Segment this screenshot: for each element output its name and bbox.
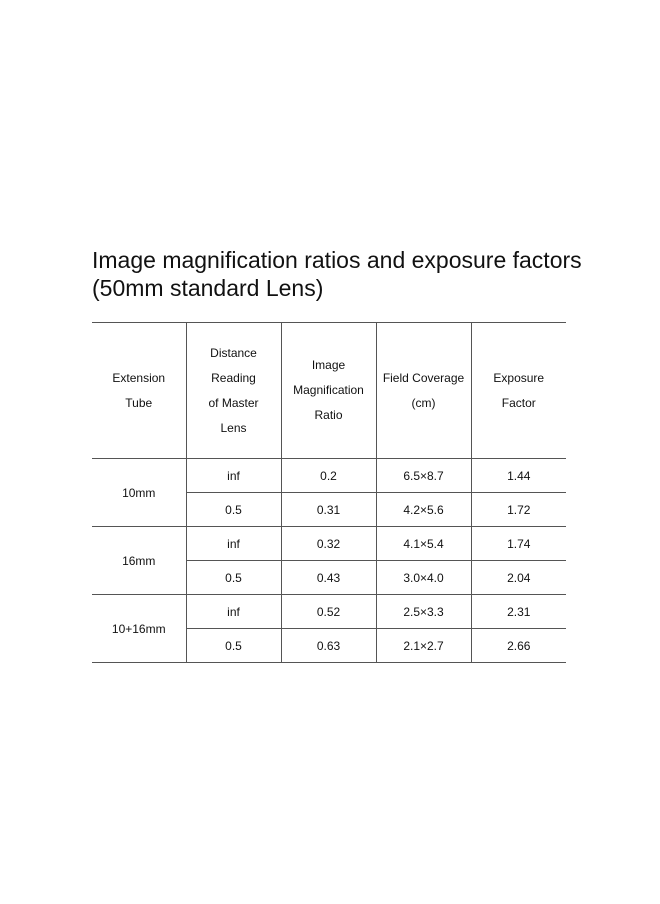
field-coverage-cell: 4.2×5.6	[376, 493, 471, 527]
magnification-cell: 0.31	[281, 493, 376, 527]
magnification-cell: 0.52	[281, 595, 376, 629]
title-line-2: (50mm standard Lens)	[92, 275, 324, 301]
magnification-cell: 0.63	[281, 629, 376, 663]
header-exposure-factor: Exposure Factor	[471, 323, 566, 459]
exposure-cell: 2.66	[471, 629, 566, 663]
table-header-row	[92, 323, 566, 459]
exposure-cell: 2.04	[471, 561, 566, 595]
distance-cell: inf	[186, 459, 281, 493]
magnification-table	[92, 322, 566, 663]
table-row	[92, 459, 566, 493]
magnification-cell: 0.43	[281, 561, 376, 595]
tube-cell: 16mm	[122, 553, 156, 568]
magnification-cell: 0.2	[281, 459, 376, 493]
exposure-cell: 2.31	[471, 595, 566, 629]
tube-cell: 10+16mm	[111, 621, 166, 636]
distance-cell: 0.5	[186, 561, 281, 595]
distance-cell: 0.5	[186, 629, 281, 663]
title-line-1: Image magnification ratios and exposure factors	[92, 247, 582, 273]
header-magnification-ratio: Image Magnification Ratio	[281, 323, 376, 459]
exposure-cell: 1.74	[471, 527, 566, 561]
distance-cell: 0.5	[186, 493, 281, 527]
magnification-cell: 0.32	[281, 527, 376, 561]
field-coverage-cell: 3.0×4.0	[376, 561, 471, 595]
header-distance-reading: Distance Reading of Master Lens	[186, 323, 281, 459]
table-row	[92, 595, 566, 629]
field-coverage-cell: 6.5×8.7	[376, 459, 471, 493]
page-title	[92, 246, 612, 302]
field-coverage-cell: 4.1×5.4	[376, 527, 471, 561]
header-extension-tube: Extension Tube	[112, 370, 166, 410]
header-field-coverage: Field Coverage (cm)	[376, 323, 471, 459]
table-row	[92, 527, 566, 561]
distance-cell: inf	[186, 527, 281, 561]
exposure-cell: 1.44	[471, 459, 566, 493]
distance-cell: inf	[186, 595, 281, 629]
field-coverage-cell: 2.1×2.7	[376, 629, 471, 663]
tube-cell: 10mm	[122, 485, 156, 500]
exposure-cell: 1.72	[471, 493, 566, 527]
field-coverage-cell: 2.5×3.3	[376, 595, 471, 629]
